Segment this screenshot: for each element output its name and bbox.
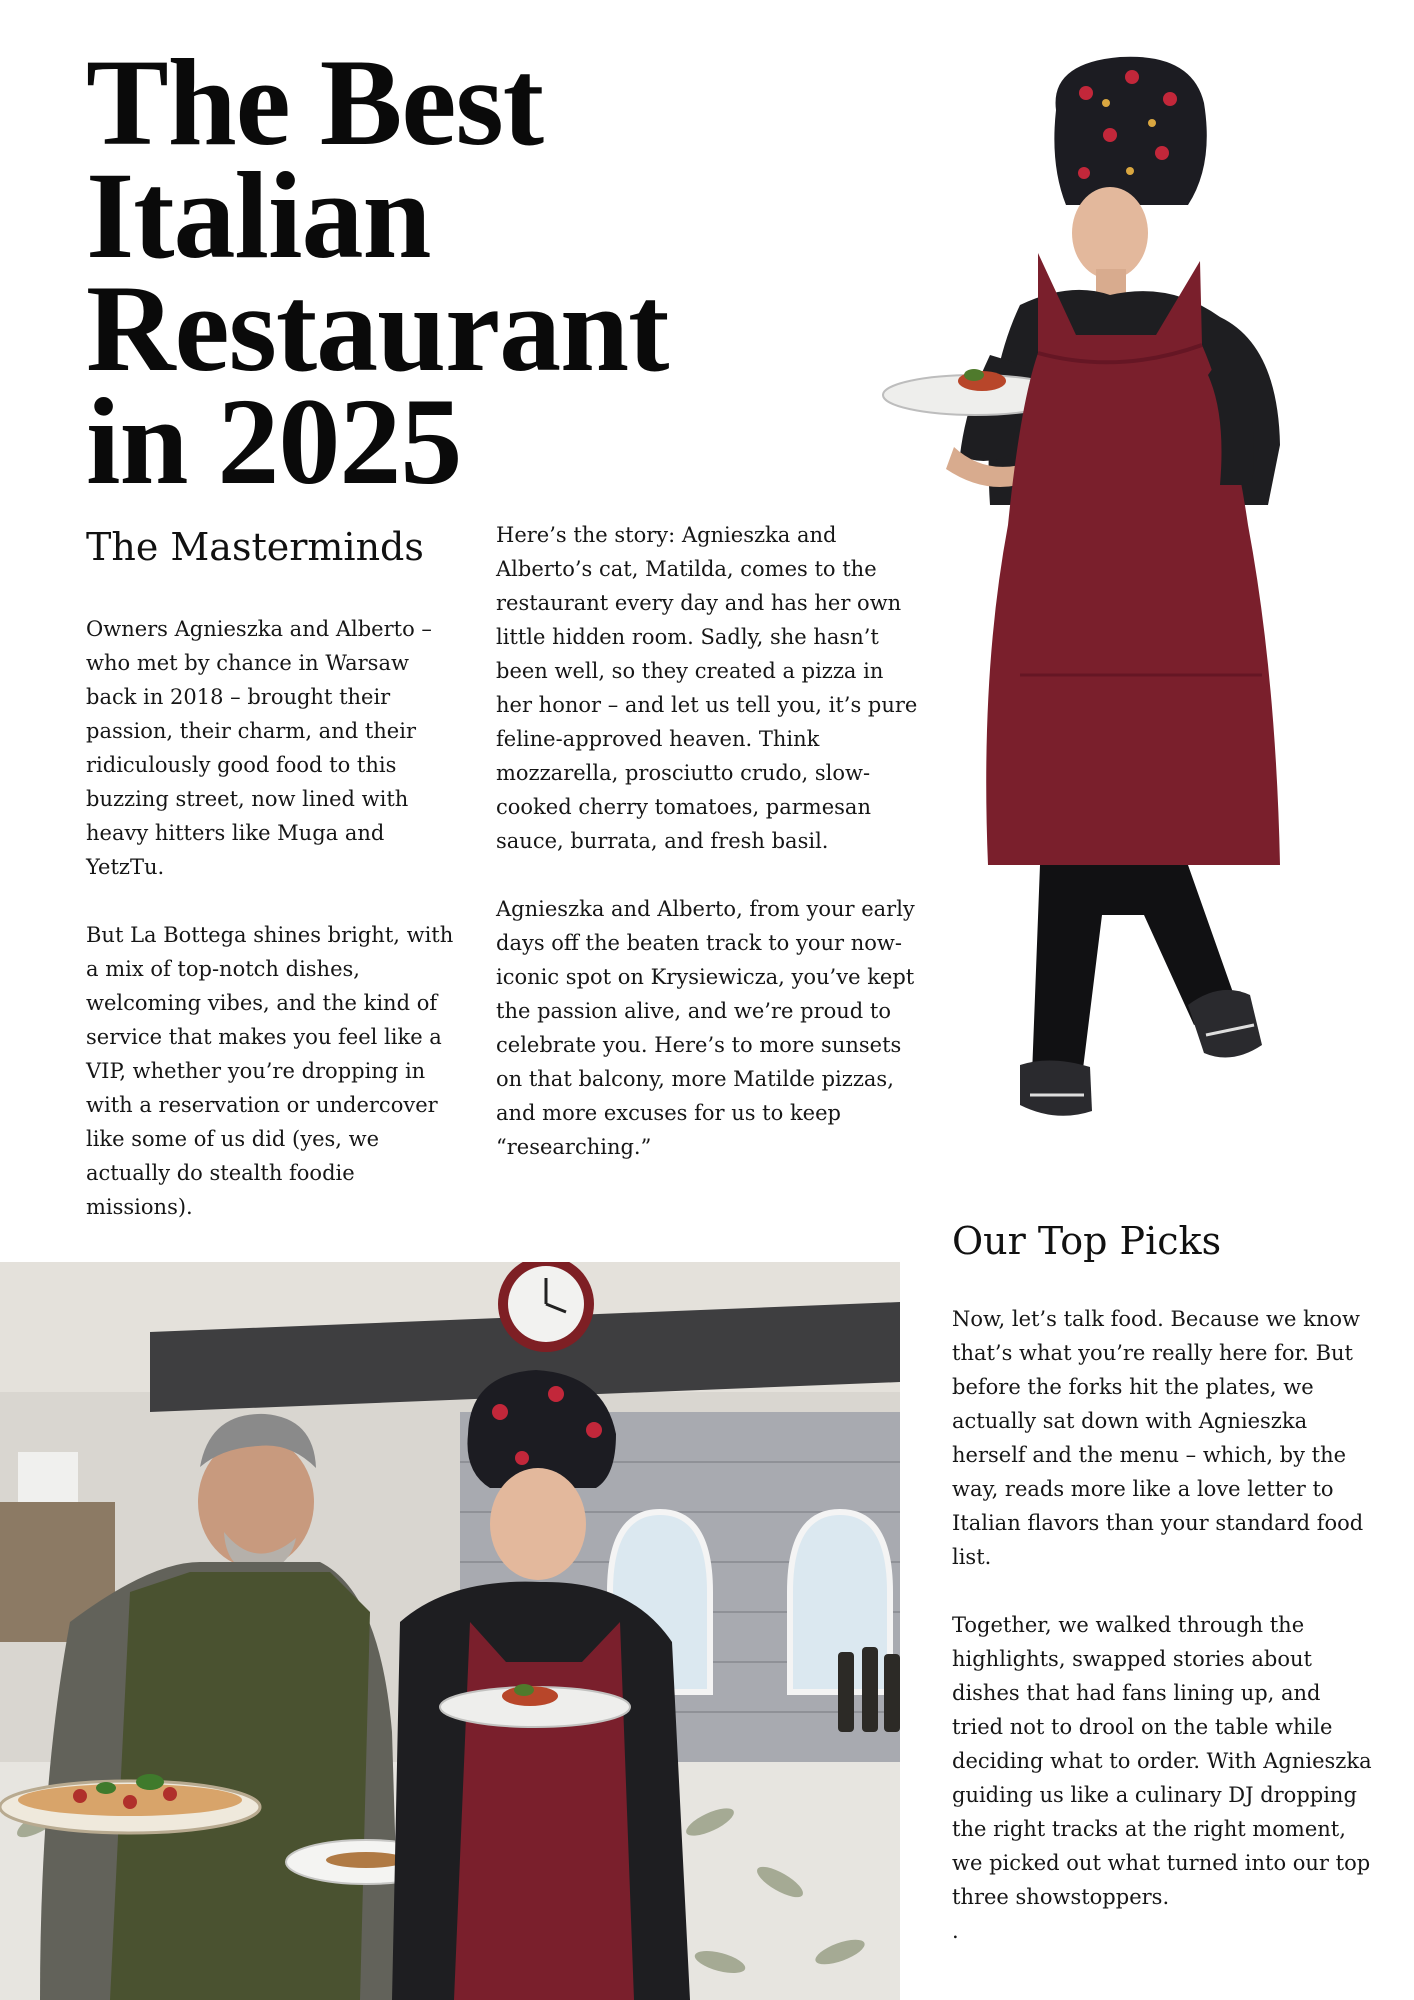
title-line: Italian bbox=[86, 147, 431, 284]
paragraph: Here’s the story: Agnieszka and Alberto’s cat, Matilda, comes to the restaurant every day and has her own little hidden room. Sadly, she hasn’t been well, so they created a pizza in her honor – and let us tell you, it’s pure feline-approved heaven. Think mozzarella, prosciutto crudo, slow-cooked cherry tomatoes, parmesan sauce, burrata, and fresh basil. bbox=[496, 523, 918, 853]
top-picks-column bbox=[952, 1302, 1372, 1948]
paragraph: Owners Agnieszka and Alberto – who met by chance in Warsaw back in 2018 – brought their passion, their charm, and their ridiculously good food to this buzzing street, now lined with heavy hitters like Muga and YetzTu. bbox=[86, 617, 432, 879]
chef-photo bbox=[870, 55, 1350, 1140]
paragraph: But La Bottega shines bright, with a mix of top-notch dishes, welcoming vibes, and the kind of service that makes you feel like a VIP, whether you’re dropping in with a reservation or undercover like some of us did (yes, we actually do stealth foodie missions). bbox=[86, 923, 454, 1219]
paragraph: Together, we walked through the highlights, swapped stories about dishes that had fans lining up, and tried not to drool on the table while deciding what to order. With Agnieszka guiding us like a culinary DJ dropping the right tracks at the right moment, we picked out what turned into our top three showstoppers. bbox=[952, 1613, 1372, 1909]
title-line: Restaurant bbox=[86, 260, 669, 397]
masterminds-heading: The Masterminds bbox=[86, 525, 424, 569]
story-column bbox=[496, 518, 918, 1164]
kitchen-photo bbox=[0, 1262, 900, 2000]
paragraph: Now, let’s talk food. Because we know that’s what you’re really here for. But before the forks hit the plates, we actually sat down with Agnieszka herself and the menu – which, by the way, reads more like a love letter to Italian flavors than your standard food list. bbox=[952, 1307, 1364, 1569]
paragraph: . bbox=[952, 1919, 959, 1943]
title-line: The Best bbox=[86, 34, 543, 171]
paragraph: Agnieszka and Alberto, from your early days off the beaten track to your now-iconic spot on Krysiewicza, you’ve kept the passion alive, and we’re proud to celebrate you. Here’s to more sunsets on that balcony, more Matilde pizzas, and more excuses for us to keep “researching.” bbox=[496, 897, 915, 1159]
title-line: in 2025 bbox=[86, 373, 462, 510]
article-title bbox=[86, 34, 806, 510]
masterminds-column bbox=[86, 612, 462, 1224]
top-picks-heading: Our Top Picks bbox=[952, 1219, 1222, 1263]
